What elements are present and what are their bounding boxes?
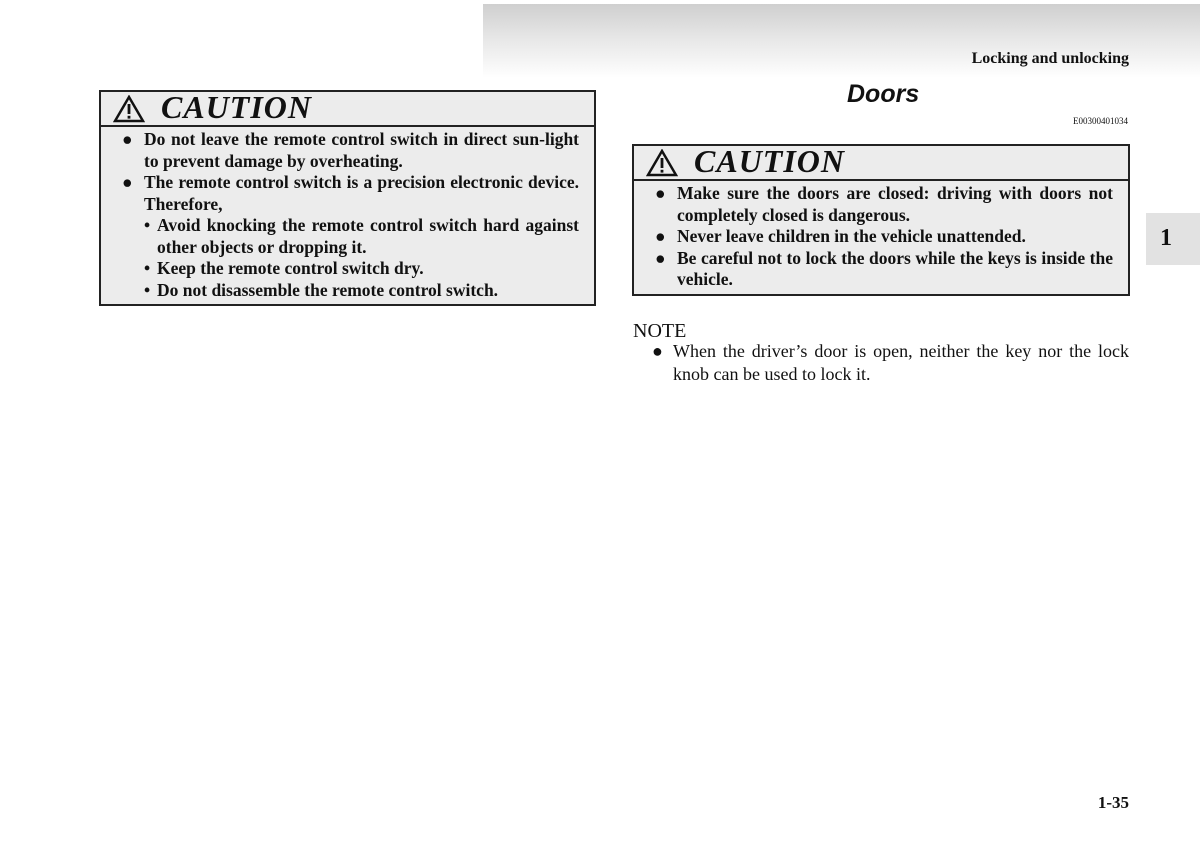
bullet-icon: ● — [652, 341, 663, 361]
caution-item-text: The remote control switch is a precision electronic device. Therefore, — [144, 172, 579, 214]
caution-body — [101, 127, 594, 305]
caution-sub-item — [101, 280, 579, 302]
caution-item-text: Be careful not to lock the doors while the keys is inside the vehicle. — [677, 247, 1113, 289]
caution-item-text: Never leave children in the vehicle unattended. — [677, 226, 1026, 246]
caution-item-text: Make sure the doors are closed: driving with doors not completely closed is dangerous. — [677, 183, 1113, 225]
caution-header — [634, 143, 1128, 181]
page-number: 1-35 — [1097, 793, 1129, 812]
caution-heading: CAUTION — [694, 143, 846, 179]
caution-header — [101, 89, 594, 127]
bullet-icon: ● — [122, 172, 133, 192]
page-header-title: Locking and unlocking — [971, 50, 1129, 67]
note-title: NOTE — [633, 320, 687, 342]
caution-sub-item — [101, 215, 579, 258]
caution-item — [634, 248, 1113, 291]
caution-sub-item-text: Do not disassemble the remote control switch. — [157, 279, 499, 300]
caution-item — [634, 226, 1113, 248]
warning-triangle-icon — [113, 95, 145, 123]
note-body — [633, 340, 1129, 386]
caution-sub-item-text: Keep the remote control switch dry. — [157, 258, 424, 278]
caution-body — [634, 181, 1128, 295]
sub-bullet-icon: • — [144, 279, 151, 300]
caution-sub-item-text: Avoid knocking the remote control switch hard against other objects or dropping it. — [157, 215, 579, 257]
reference-code: E00300401034 — [1073, 116, 1128, 126]
section-tab — [1146, 213, 1200, 265]
note-item-text: When the driver’s door is open, neither the key nor the lock knob can be used to lock it. — [673, 341, 1129, 384]
warning-triangle-icon — [646, 149, 678, 177]
left-caution-box — [99, 90, 596, 306]
sub-bullet-icon: • — [144, 258, 151, 278]
right-caution-box — [632, 144, 1130, 296]
note-item — [633, 340, 1129, 386]
bullet-icon: ● — [655, 247, 666, 268]
sub-bullet-icon: • — [144, 215, 151, 235]
caution-item-text: Do not leave the remote control switch in direct sun-light to prevent damage by overheating. — [144, 129, 579, 171]
caution-sub-item — [101, 258, 579, 280]
section-title: Doors — [847, 80, 920, 108]
section-tab-number: 1 — [1160, 225, 1172, 251]
bullet-icon: ● — [655, 183, 666, 203]
bullet-icon: ● — [655, 226, 666, 246]
caution-item — [101, 129, 579, 172]
bullet-icon: ● — [122, 129, 133, 149]
caution-item — [634, 183, 1113, 226]
caution-heading: CAUTION — [161, 89, 313, 125]
caution-item — [101, 172, 579, 215]
